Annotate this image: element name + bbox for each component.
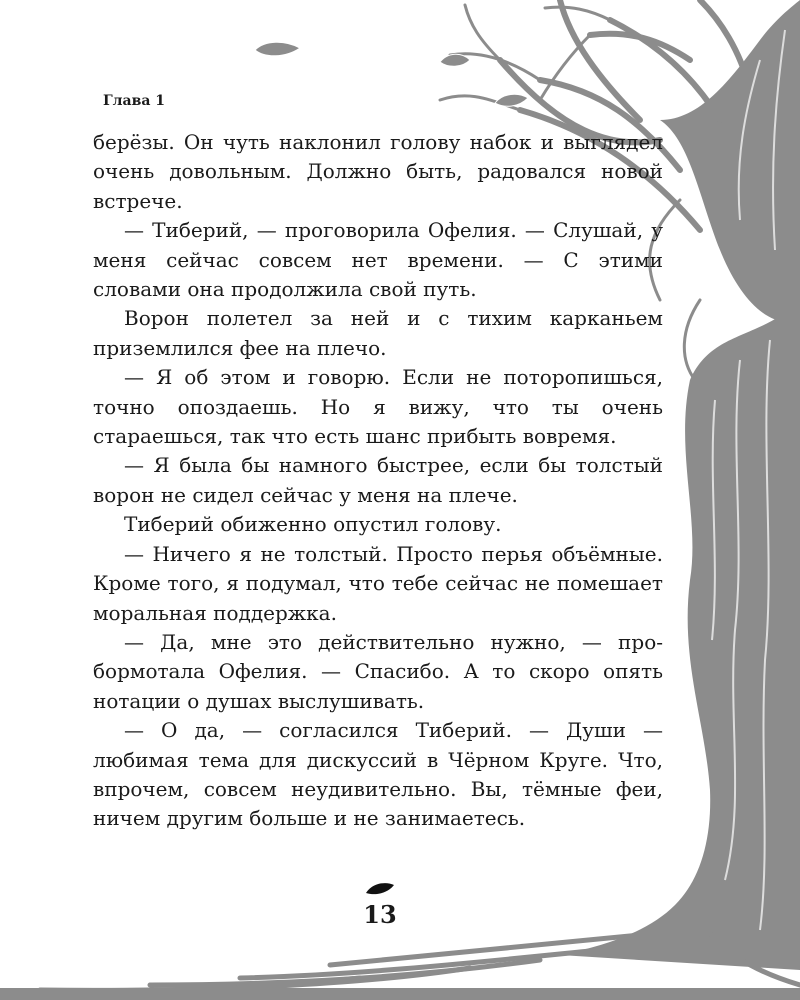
paragraph: Ворон полетел за ней и с тихим карканьем приземлился фее на плечо. xyxy=(93,306,663,360)
leaf-icon xyxy=(255,42,300,56)
chapter-header: Глава 1 xyxy=(103,93,166,109)
paragraph: — Я об этом и говорю. Если не поторопишься, точно опоздаешь. Но я вижу, что ты очень стараешься, так что есть шанс прибыть вовремя. xyxy=(93,365,663,449)
paragraph: — О да, — согласился Тиберий. — Души — любимая тема для дискуссий в Чёрном Круге. Что, впрочем, совсем неудивительно. Вы, тёмные феи, ничем другим больше и не занимаетесь. xyxy=(93,718,663,831)
leaf-icon xyxy=(364,881,396,897)
paragraph: — Ничего я не толстый. Просто перья объёмные. Кроме того, я подумал, что тебе сейчас не помешает моральная поддержка. xyxy=(93,541,663,625)
paragraph: — Я была бы намного быстрее, если бы толстый ворон не сидел сейчас у меня на плече. xyxy=(93,453,663,507)
paragraph: — Да, мне это действительно нужно, — пробормотала Офелия. — Спасибо. А то скоро опять нотации о душах выслушивать. xyxy=(93,629,663,713)
page-number: 13 xyxy=(363,900,397,929)
paragraph: Тиберий обиженно опустил голову. xyxy=(124,512,502,537)
leaf-icon xyxy=(495,94,528,106)
tree-trunk-upper xyxy=(660,0,800,322)
paragraph: берёзы. Он чуть наклонил голову набок и выглядел очень довольным. Должно быть, радовался новой встрече. xyxy=(93,130,663,213)
leaf-icon xyxy=(440,54,470,66)
page-body xyxy=(93,128,663,834)
paragraph: — Тиберий, — проговорила Офелия. — Слушай, у меня сейчас совсем нет времени. — С этими словами она продолжила свой путь. xyxy=(93,218,663,302)
